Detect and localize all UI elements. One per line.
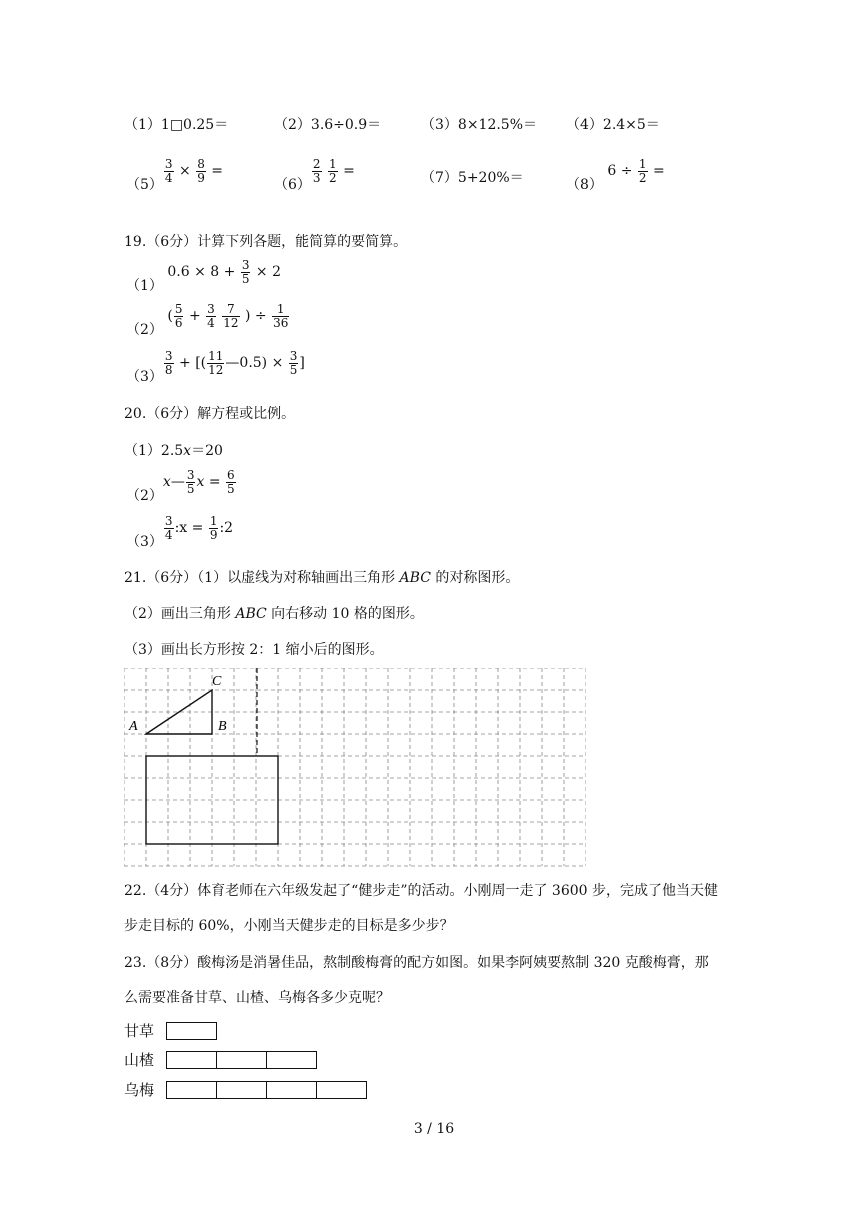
label-a: A	[129, 719, 138, 734]
bar-segment	[166, 1022, 217, 1040]
q23-line-2: 么需要准备甘草、山楂、乌梅各多少克呢？	[124, 990, 390, 1006]
q18-item-2: （2）3.6÷0.9＝	[274, 117, 382, 133]
bar-label: 山楂	[124, 1051, 155, 1069]
grid-figure	[124, 668, 586, 868]
q18-item-6: （6） $\frac{2}{3}$ $\frac{1}{2}$ =	[274, 157, 355, 194]
bar-segment	[166, 1051, 217, 1069]
bar-label: 甘草	[124, 1022, 155, 1040]
q18-item-8: （8） 6 ÷ $\frac{1}{2}$ =	[566, 157, 665, 194]
dashed-grid	[124, 668, 586, 866]
label-b: B	[218, 719, 227, 734]
fraction: $\frac{3}{5}$	[289, 349, 298, 377]
q18-item-7: （7）5+20%＝	[421, 170, 524, 186]
q23-line-1: 23.（8分）酸梅汤是消暑佳品，熬制酸梅膏的配方如图。如果李阿姨要熬制 320 克酸梅膏，那	[124, 955, 709, 971]
bar-segment	[216, 1081, 267, 1099]
bar-segment	[266, 1051, 317, 1069]
fraction: $\frac{7}{12}$	[223, 302, 239, 330]
q18-item-3: （3）8×12.5%＝	[421, 117, 538, 133]
bar-segment	[316, 1081, 367, 1099]
fraction: $\frac{3}{4}$	[164, 514, 173, 542]
q19-title: 19.（6分）计算下列各题，能简算的要简算。	[124, 234, 408, 250]
bar-label: 乌梅	[124, 1081, 155, 1099]
bar-segment	[166, 1081, 217, 1099]
q18-item-5: （5） $\frac{3}{4}$ × $\frac{8}{9}$ =	[126, 157, 224, 194]
bar-cells	[166, 1051, 317, 1069]
fraction: $\frac{3}{8}$	[164, 349, 173, 377]
fraction: $\frac{11}{12}$	[208, 349, 224, 377]
q18-item-1: （1）1□0.25＝	[124, 117, 229, 133]
page-number: 3 / 16	[413, 1121, 455, 1137]
bar-gancao	[124, 1020, 217, 1041]
fraction: $\frac{5}{6}$	[174, 302, 183, 330]
fraction: $\frac{1}{2}$	[638, 157, 647, 185]
fraction: $\frac{3}{4}$	[164, 157, 173, 185]
fraction: $\frac{3}{5}$	[186, 468, 195, 496]
fraction: $\frac{6}{5}$	[227, 468, 235, 496]
item-label: （6）	[274, 177, 311, 194]
q22-line-1: 22.（4分）体育老师在六年级发起了“健步走”的活动。小刚周一走了 3600 步，完成了他当天健	[124, 883, 719, 899]
fraction: $\frac{8}{9}$	[197, 157, 205, 185]
fraction: $\frac{3}{4}$	[207, 302, 215, 330]
q21-part-2: （2）画出三角形 ABC 向右移动 10 格的图形。	[124, 606, 424, 622]
bar-cells	[166, 1022, 217, 1040]
q19-part-3: （3） $\frac{3}{8}$ + [( $\frac{11}{12}$ —0.5) × $\frac{3}{5}$ ]	[126, 349, 305, 386]
bar-cells	[166, 1081, 367, 1099]
bar-shanzha	[124, 1049, 317, 1070]
q19-part-1: （1） 0.6 × 8 + $\frac{3}{5}$ × 2	[126, 258, 281, 295]
fraction: $\frac{3}{5}$	[241, 258, 250, 286]
item-label: （8）	[566, 177, 603, 194]
q21-part-3: （3）画出长方形按 2：1 缩小后的图形。	[124, 642, 384, 658]
q20-title: 20.（6分）解方程或比例。	[124, 406, 296, 422]
q20-part-2: （2）x— $\frac{3}{5}$ x = $\frac{6}{5}$	[126, 468, 235, 505]
fraction: $\frac{1}{2}$	[329, 157, 337, 185]
label-c: C	[212, 674, 222, 689]
q18-item-4: （4）2.4×5＝	[566, 117, 660, 133]
fraction: $\frac{1}{36}$	[273, 302, 289, 330]
q20-part-1: （1）2.5x＝20	[124, 443, 223, 459]
q19-part-2: （2） ( $\frac{5}{6}$ + $\frac{3}{4}$ $\frac{7}{12}$ ) ÷ $\frac{1}{36}$	[126, 302, 289, 339]
bar-segment	[216, 1051, 267, 1069]
item-label: （5）	[126, 177, 163, 194]
bar-wumei	[124, 1079, 367, 1100]
bar-segment	[266, 1081, 317, 1099]
q22-line-2: 步走目标的 60%，小刚当天健步走的目标是多少步？	[124, 918, 454, 934]
fraction: $\frac{1}{9}$	[209, 514, 218, 542]
q20-part-3: （3） $\frac{3}{4}$ :x = $\frac{1}{9}$ :2	[126, 514, 234, 551]
q21-title: 21.（6分）（1）以虚线为对称轴画出三角形 ABC 的对称图形。	[124, 570, 520, 586]
fraction: $\frac{2}{3}$	[312, 157, 321, 185]
